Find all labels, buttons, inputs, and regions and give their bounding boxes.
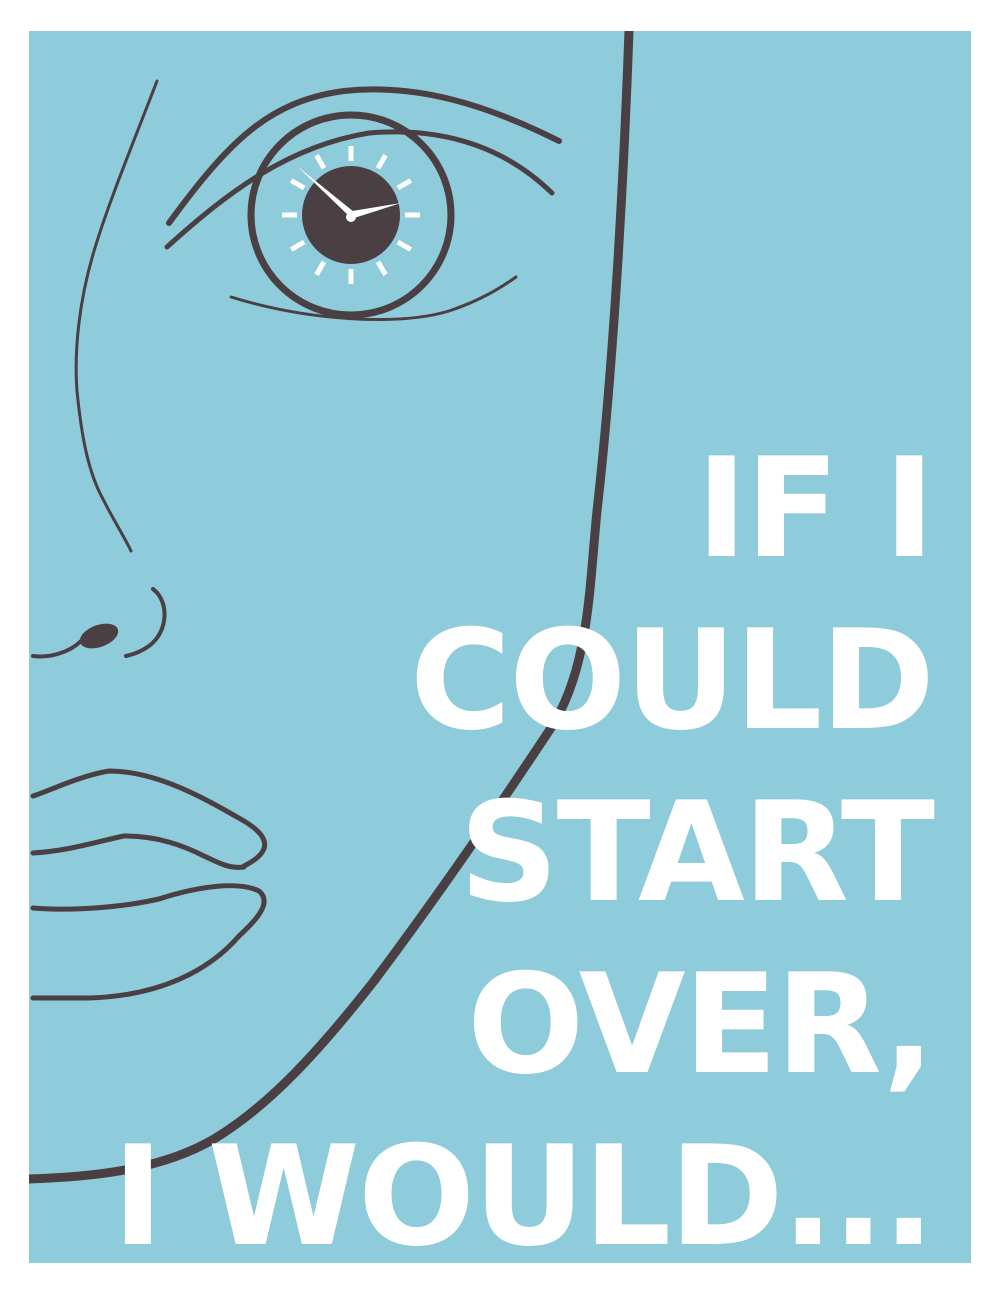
headline-line-3: START xyxy=(459,772,933,933)
headline-line-1: IF I xyxy=(695,428,933,589)
headline xyxy=(112,423,933,1263)
headline-line-2: COULD xyxy=(409,600,933,761)
poster xyxy=(29,31,971,1263)
clock-center xyxy=(346,212,356,222)
headline-line-5: I WOULD... xyxy=(112,1116,933,1263)
headline-line-4: OVER, xyxy=(467,944,933,1105)
